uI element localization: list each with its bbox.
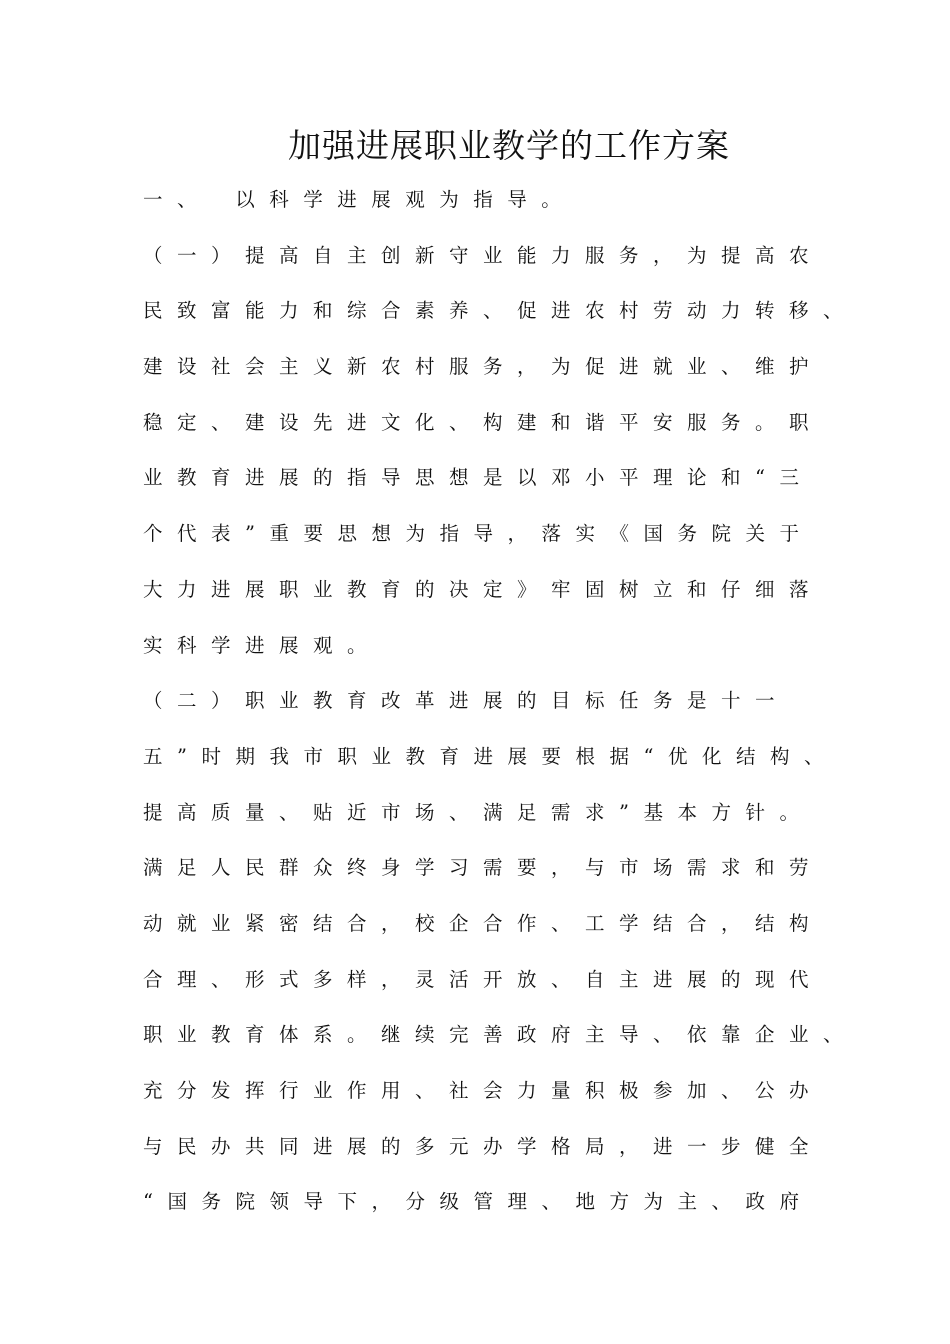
body-line: “国务院领导下，分级管理、地方为主、政府: [143, 1190, 814, 1214]
body-line: 稳定、建设先进文化、构建和谐平安服务。职: [143, 410, 824, 434]
body-line: 与民办共同进展的多元办学格局，进一步健全: [143, 1134, 824, 1158]
body-line: 个代表”重要思想为指导，落实《国务院关于: [143, 522, 814, 546]
body-line: （一）提高自主创新守业能力服务，为提高农: [143, 243, 824, 267]
body-line: 实科学进展观。: [143, 633, 382, 657]
document-title: 加强进展职业教学的工作方案: [288, 126, 730, 165]
body-line: 民致富能力和综合素养、促进农村劳动力转移、: [143, 299, 858, 323]
body-line: 大力进展职业教育的决定》牢固树立和仔细落: [143, 577, 824, 601]
body-line: 建设社会主义新农村服务，为促进就业、维护: [143, 355, 824, 379]
body-line: 提高质量、贴近市场、满足需求”基本方针。: [143, 800, 814, 824]
body-line: 五”时期我市职业教育进展要根据“优化结构、: [143, 744, 838, 768]
body-line: 满足人民群众终身学习需要，与市场需求和劳: [143, 856, 824, 880]
body-line: 一、 以科学进展观为指导。: [143, 188, 576, 211]
body-line: 动就业紧密结合，校企合作、工学结合，结构: [143, 911, 824, 935]
body-line: 职业教育体系。继续完善政府主导、依靠企业、: [143, 1023, 858, 1047]
body-line: （二）职业教育改革进展的目标任务是十一: [143, 689, 790, 713]
body-line: 充分发挥行业作用、社会力量积极参加、公办: [143, 1079, 824, 1102]
document-body: [143, 182, 858, 1240]
body-line: 合理、形式多样，灵活开放、自主进展的现代: [143, 967, 824, 991]
body-line: 业教育进展的指导思想是以邓小平理论和“三: [143, 466, 814, 490]
